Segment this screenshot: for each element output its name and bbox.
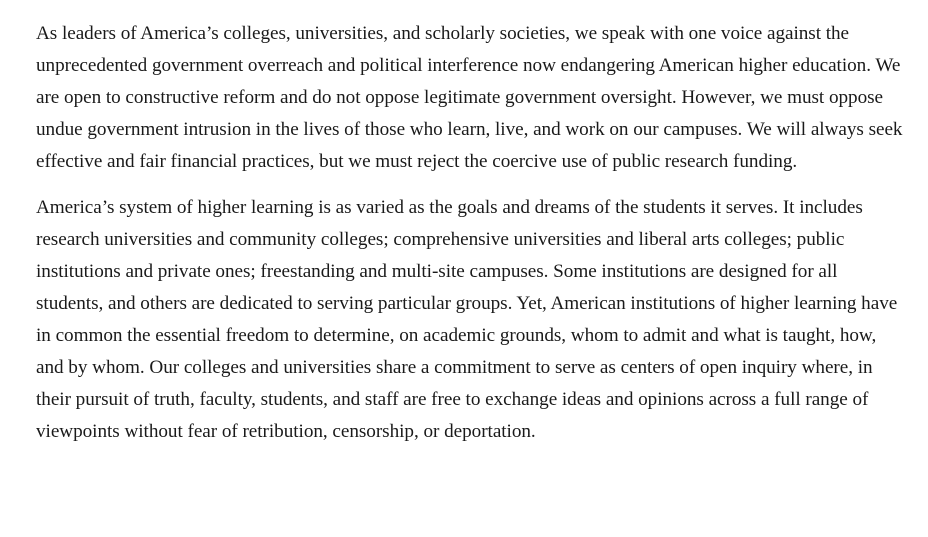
paragraph-2: America’s system of higher learning is as varied as the goals and dreams of the students it serves. It includes research universities and community colleges; comprehensive universities and liberal arts colleges; public institutions and private ones; freestanding and multi-site campuses. Some institutions are designed for all students, and others are dedicated to serving particular groups. Yet, American institutions of higher learning have in common the essential freedom to determine, on academic grounds, whom to admit and what is taught, how, and by whom. Our colleges and universities share a commitment to serve as centers of open inquiry where, in their pursuit of truth, faculty, students, and staff are free to exchange ideas and opinions across a full range of viewpoints without fear of retribution, censorship, or deportation. [36,197,898,442]
document-body [36,18,904,448]
paragraph-1: As leaders of America’s colleges, universities, and scholarly societies, we speak with one voice against the unprecedented government overreach and political interference now endangering American higher education. We are open to constructive reform and do not oppose legitimate government oversight. However, we must oppose undue government intrusion in the lives of those who learn, live, and work on our campuses. We will always seek effective and fair financial practices, but we must reject the coercive use of public research funding. [36,23,903,172]
